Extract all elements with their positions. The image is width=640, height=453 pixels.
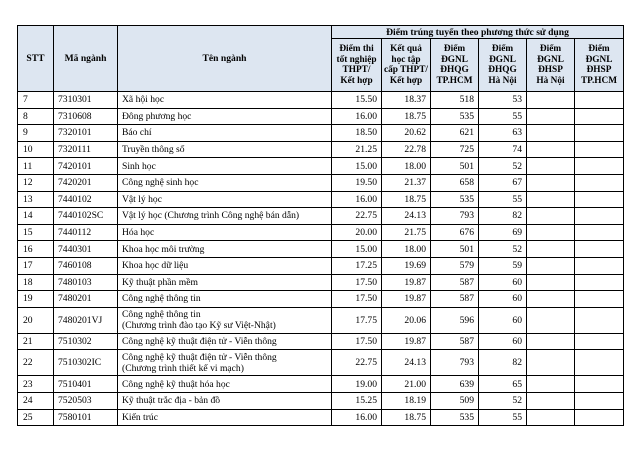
cell-ten-nganh — [118, 224, 332, 241]
header-method-1 — [332, 39, 382, 92]
cell-stt: 19 — [18, 291, 54, 308]
header-method-line: ĐHQG — [488, 65, 517, 75]
cell-diem-thpt: 17.50 — [332, 333, 382, 350]
table-row — [18, 307, 624, 333]
cell-dgnl-hn: 65 — [479, 376, 527, 393]
cell-dhsp-hn — [527, 291, 575, 308]
cell-dhsp-hcm — [575, 409, 624, 426]
cell-dhsp-hcm — [575, 291, 624, 308]
cell-diem-thpt: 19.50 — [332, 174, 382, 191]
cell-diem-thpt: 17.50 — [332, 274, 382, 291]
cell-stt: 10 — [18, 141, 54, 158]
cell-ma-nganh: 7510302IC — [54, 350, 118, 376]
cell-ten-nganh-line: Truyền thông số — [122, 144, 185, 156]
cell-stt: 12 — [18, 174, 54, 191]
cell-hoc-ba: 21.37 — [382, 174, 431, 191]
cell-hoc-ba: 18.75 — [382, 191, 431, 208]
header-method-line: TP.HCM — [436, 75, 473, 86]
cell-dhsp-hcm — [575, 350, 624, 376]
cell-stt: 15 — [18, 224, 54, 241]
cell-dhsp-hn — [527, 141, 575, 158]
cell-stt: 17 — [18, 257, 54, 274]
cell-dhsp-hcm — [575, 92, 624, 109]
cell-ten-nganh-line: Hóa học — [122, 227, 155, 239]
header-method-line: Kết hợp — [340, 75, 373, 86]
header-method-line: Điểm — [443, 44, 466, 54]
cell-ten-nganh-line: Sinh học — [122, 160, 156, 172]
cell-dhsp-hcm — [575, 307, 624, 333]
header-method-line: Điểm — [539, 44, 562, 54]
cell-ten-nganh — [118, 141, 332, 158]
cell-ten-nganh — [118, 257, 332, 274]
cell-stt: 21 — [18, 333, 54, 350]
header-score-group: Điểm trúng tuyển theo phương thức sử dụng — [332, 26, 624, 39]
cell-stt: 18 — [18, 274, 54, 291]
cell-ten-nganh-line: (Chương trình đào tạo Kỹ sư Việt-Nhật) — [122, 320, 276, 332]
cell-dgnl-hcm: 793 — [431, 208, 479, 225]
cell-ten-nganh — [118, 350, 332, 376]
cell-dgnl-hn: 52 — [479, 392, 527, 409]
cell-ma-nganh: 7510302 — [54, 333, 118, 350]
cell-stt: 11 — [18, 158, 54, 175]
cell-dhsp-hcm — [575, 274, 624, 291]
cell-dhsp-hcm — [575, 257, 624, 274]
cell-diem-thpt: 17.25 — [332, 257, 382, 274]
cell-dhsp-hcm — [575, 108, 624, 125]
table-row — [18, 291, 624, 308]
cell-diem-thpt: 22.75 — [332, 350, 382, 376]
cell-diem-thpt: 15.50 — [332, 92, 382, 109]
cell-ten-nganh-line: Công nghệ thông tin — [122, 293, 201, 305]
cell-dgnl-hn: 55 — [479, 409, 527, 426]
cell-dgnl-hn: 60 — [479, 274, 527, 291]
cell-dgnl-hcm: 535 — [431, 409, 479, 426]
cell-ma-nganh: 7480201 — [54, 291, 118, 308]
header-ten-nganh: Tên ngành — [118, 26, 332, 92]
table-row — [18, 333, 624, 350]
cell-dgnl-hcm: 725 — [431, 141, 479, 158]
cell-ten-nganh-line: Kiến trúc — [122, 411, 158, 423]
cell-stt: 16 — [18, 241, 54, 258]
cell-dgnl-hn: 52 — [479, 241, 527, 258]
cell-ten-nganh-line: (Chương trình thiết kế vi mạch) — [122, 362, 244, 374]
cell-stt: 14 — [18, 208, 54, 225]
cell-dgnl-hn: 53 — [479, 92, 527, 109]
cell-dgnl-hcm: 501 — [431, 158, 479, 175]
cell-ma-nganh: 7420201 — [54, 174, 118, 191]
cell-ma-nganh: 7460108 — [54, 257, 118, 274]
header-method-line: Điểm — [588, 44, 610, 54]
cell-dgnl-hcm: 621 — [431, 125, 479, 142]
header-method-6 — [575, 39, 624, 92]
header-method-line: ĐGNL — [585, 54, 613, 65]
header-ma-nganh: Mã ngành — [54, 26, 118, 92]
cell-hoc-ba: 19.87 — [382, 333, 431, 350]
cell-dhsp-hn — [527, 158, 575, 175]
cell-ma-nganh: 7440102SC — [54, 208, 118, 225]
header-stt: STT — [18, 26, 54, 92]
table-row — [18, 409, 624, 426]
table-row — [18, 350, 624, 376]
cell-dhsp-hn — [527, 208, 575, 225]
cell-dgnl-hcm: 676 — [431, 224, 479, 241]
cell-dgnl-hcm: 535 — [431, 191, 479, 208]
cell-dhsp-hn — [527, 241, 575, 258]
cell-ten-nganh-line: Báo chí — [122, 127, 152, 139]
cell-stt: 20 — [18, 307, 54, 333]
header-method-5 — [527, 39, 575, 92]
cell-dgnl-hcm: 596 — [431, 307, 479, 333]
header-method-3 — [431, 39, 479, 92]
header-method-line: học tập — [391, 54, 421, 65]
cell-dhsp-hn — [527, 392, 575, 409]
cell-diem-thpt: 16.00 — [332, 191, 382, 208]
cell-ten-nganh — [118, 333, 332, 350]
cell-dhsp-hn — [527, 125, 575, 142]
cell-dgnl-hcm: 587 — [431, 333, 479, 350]
header-method-line: Điểm — [491, 44, 514, 54]
cell-dhsp-hn — [527, 350, 575, 376]
cell-ten-nganh — [118, 92, 332, 109]
cell-dhsp-hcm — [575, 241, 624, 258]
cell-hoc-ba: 18.19 — [382, 392, 431, 409]
header-method-line: ĐGNL — [441, 54, 468, 65]
cell-diem-thpt: 18.50 — [332, 125, 382, 142]
header-method-line: ĐGNL — [489, 54, 516, 65]
cell-diem-thpt: 22.75 — [332, 208, 382, 225]
header-method-line: Kết quả — [390, 44, 422, 54]
cell-stt: 7 — [18, 92, 54, 109]
cell-dhsp-hn — [527, 108, 575, 125]
cell-diem-thpt: 17.75 — [332, 307, 382, 333]
cell-ma-nganh: 7580101 — [54, 409, 118, 426]
cell-ten-nganh — [118, 174, 332, 191]
admission-scores-table — [17, 25, 624, 426]
cell-dhsp-hcm — [575, 208, 624, 225]
cell-dgnl-hn: 60 — [479, 291, 527, 308]
header-method-line: tốt nghiệp — [336, 54, 377, 65]
cell-diem-thpt: 19.00 — [332, 376, 382, 393]
cell-dhsp-hcm — [575, 125, 624, 142]
cell-diem-thpt: 15.00 — [332, 158, 382, 175]
cell-ten-nganh-line: Khoa học dữ liệu — [122, 260, 189, 272]
cell-ten-nganh — [118, 392, 332, 409]
header-method-line: cấp THPT/ — [384, 65, 428, 75]
cell-dgnl-hcm: 587 — [431, 274, 479, 291]
cell-dgnl-hcm: 793 — [431, 350, 479, 376]
cell-hoc-ba: 20.06 — [382, 307, 431, 333]
cell-hoc-ba: 19.87 — [382, 291, 431, 308]
cell-ten-nganh — [118, 409, 332, 426]
cell-dgnl-hcm: 658 — [431, 174, 479, 191]
cell-dhsp-hn — [527, 92, 575, 109]
header-method-line: TP.HCM — [580, 75, 618, 86]
cell-hoc-ba: 21.00 — [382, 376, 431, 393]
cell-stt: 8 — [18, 108, 54, 125]
cell-ten-nganh — [118, 125, 332, 142]
cell-hoc-ba: 18.37 — [382, 92, 431, 109]
header-method-line: THPT/ — [342, 65, 371, 75]
cell-ten-nganh-line: Công nghệ sinh học — [122, 177, 199, 189]
cell-ma-nganh: 7320101 — [54, 125, 118, 142]
cell-dhsp-hn — [527, 191, 575, 208]
cell-dhsp-hcm — [575, 224, 624, 241]
cell-dgnl-hn: 60 — [479, 333, 527, 350]
cell-ten-nganh — [118, 158, 332, 175]
cell-ma-nganh: 7420101 — [54, 158, 118, 175]
cell-ma-nganh: 7440102 — [54, 191, 118, 208]
header-method-line: ĐHSP — [538, 65, 563, 75]
cell-ten-nganh-line: Xã hội học — [122, 94, 165, 106]
cell-stt: 13 — [18, 191, 54, 208]
cell-ten-nganh-line: Công nghệ kỹ thuật điện tử - Viễn thông — [122, 336, 277, 348]
cell-dgnl-hn: 69 — [479, 224, 527, 241]
table-row — [18, 274, 624, 291]
table-row — [18, 158, 624, 175]
cell-dgnl-hcm: 579 — [431, 257, 479, 274]
header-method-4 — [479, 39, 527, 92]
cell-ten-nganh — [118, 274, 332, 291]
table-row — [18, 257, 624, 274]
cell-dgnl-hcm: 535 — [431, 108, 479, 125]
cell-stt: 9 — [18, 125, 54, 142]
cell-hoc-ba: 19.69 — [382, 257, 431, 274]
cell-ma-nganh: 7510401 — [54, 376, 118, 393]
cell-ten-nganh-line: Kỹ thuật phần mềm — [122, 276, 198, 288]
cell-dgnl-hcm: 587 — [431, 291, 479, 308]
header-method-line: ĐHQG — [440, 65, 469, 75]
cell-dgnl-hcm: 501 — [431, 241, 479, 258]
cell-ten-nganh — [118, 376, 332, 393]
cell-hoc-ba: 18.00 — [382, 241, 431, 258]
cell-dgnl-hn: 74 — [479, 141, 527, 158]
cell-dhsp-hn — [527, 224, 575, 241]
cell-diem-thpt: 20.00 — [332, 224, 382, 241]
cell-diem-thpt: 21.25 — [332, 141, 382, 158]
cell-ten-nganh — [118, 108, 332, 125]
table-row — [18, 174, 624, 191]
cell-ma-nganh: 7310301 — [54, 92, 118, 109]
cell-ten-nganh-line: Công nghệ kỹ thuật hóa học — [122, 378, 230, 390]
cell-ten-nganh-line: Đông phương học — [122, 110, 192, 122]
table-row — [18, 241, 624, 258]
header-method-line: Điểm thi — [339, 44, 374, 54]
header-method-line: Hà Nội — [488, 75, 517, 86]
cell-hoc-ba: 18.75 — [382, 409, 431, 426]
cell-dhsp-hcm — [575, 191, 624, 208]
cell-hoc-ba: 24.13 — [382, 350, 431, 376]
cell-dhsp-hn — [527, 307, 575, 333]
cell-diem-thpt: 15.00 — [332, 241, 382, 258]
cell-dhsp-hcm — [575, 174, 624, 191]
cell-stt: 22 — [18, 350, 54, 376]
cell-ma-nganh: 7480201VJ — [54, 307, 118, 333]
table-row — [18, 224, 624, 241]
table-row — [18, 108, 624, 125]
cell-dhsp-hn — [527, 174, 575, 191]
cell-dgnl-hn: 52 — [479, 158, 527, 175]
cell-ma-nganh: 7520503 — [54, 392, 118, 409]
cell-dgnl-hcm: 518 — [431, 92, 479, 109]
table-row — [18, 125, 624, 142]
cell-ma-nganh: 7440301 — [54, 241, 118, 258]
header-method-line: Kết hợp — [389, 75, 423, 86]
cell-diem-thpt: 17.50 — [332, 291, 382, 308]
cell-dgnl-hcm: 639 — [431, 376, 479, 393]
cell-hoc-ba: 18.00 — [382, 158, 431, 175]
cell-dhsp-hcm — [575, 333, 624, 350]
cell-hoc-ba: 20.62 — [382, 125, 431, 142]
header-method-line: Hà Nội — [536, 75, 565, 86]
cell-dhsp-hn — [527, 257, 575, 274]
table-row — [18, 208, 624, 225]
cell-dgnl-hn: 82 — [479, 350, 527, 376]
cell-ma-nganh: 7480103 — [54, 274, 118, 291]
cell-ma-nganh: 7320111 — [54, 141, 118, 158]
table-row — [18, 141, 624, 158]
cell-dgnl-hn: 63 — [479, 125, 527, 142]
cell-dgnl-hn: 55 — [479, 108, 527, 125]
cell-dhsp-hcm — [575, 158, 624, 175]
cell-dhsp-hcm — [575, 392, 624, 409]
cell-ten-nganh — [118, 191, 332, 208]
cell-ten-nganh — [118, 208, 332, 225]
cell-dhsp-hn — [527, 376, 575, 393]
header-method-2 — [382, 39, 431, 92]
cell-ten-nganh — [118, 307, 332, 333]
cell-ten-nganh-line: Vật lý học (Chương trình Công nghệ bán dẫn) — [122, 210, 300, 222]
table-row — [18, 191, 624, 208]
table-row — [18, 92, 624, 109]
table-row — [18, 392, 624, 409]
cell-diem-thpt: 15.25 — [332, 392, 382, 409]
cell-hoc-ba: 18.75 — [382, 108, 431, 125]
cell-stt: 25 — [18, 409, 54, 426]
cell-ma-nganh: 7440112 — [54, 224, 118, 241]
cell-dgnl-hn: 59 — [479, 257, 527, 274]
cell-ten-nganh — [118, 241, 332, 258]
cell-stt: 24 — [18, 392, 54, 409]
cell-ma-nganh: 7310608 — [54, 108, 118, 125]
cell-dgnl-hn: 82 — [479, 208, 527, 225]
cell-dgnl-hn: 55 — [479, 191, 527, 208]
cell-dgnl-hcm: 509 — [431, 392, 479, 409]
cell-hoc-ba: 21.75 — [382, 224, 431, 241]
cell-ten-nganh-line: Kỹ thuật trắc địa - bản đồ — [122, 395, 221, 407]
cell-hoc-ba: 24.13 — [382, 208, 431, 225]
cell-ten-nganh-line: Vật lý học — [122, 193, 162, 205]
cell-ten-nganh-line: Công nghệ thông tin — [122, 309, 201, 321]
cell-dhsp-hn — [527, 333, 575, 350]
cell-dhsp-hcm — [575, 376, 624, 393]
cell-dhsp-hn — [527, 274, 575, 291]
cell-stt: 23 — [18, 376, 54, 393]
cell-diem-thpt: 16.00 — [332, 108, 382, 125]
cell-dgnl-hn: 67 — [479, 174, 527, 191]
header-method-line: ĐGNL — [537, 54, 564, 65]
table-row — [18, 376, 624, 393]
cell-ten-nganh-line: Khoa học môi trường — [122, 243, 205, 255]
cell-hoc-ba: 19.87 — [382, 274, 431, 291]
cell-dhsp-hn — [527, 409, 575, 426]
cell-ten-nganh — [118, 291, 332, 308]
cell-dhsp-hcm — [575, 141, 624, 158]
cell-ten-nganh-line: Công nghệ kỹ thuật điện tử - Viễn thông — [122, 351, 277, 363]
cell-diem-thpt: 16.00 — [332, 409, 382, 426]
header-method-line: ĐHSP — [586, 65, 612, 75]
cell-hoc-ba: 22.78 — [382, 141, 431, 158]
cell-dgnl-hn: 60 — [479, 307, 527, 333]
